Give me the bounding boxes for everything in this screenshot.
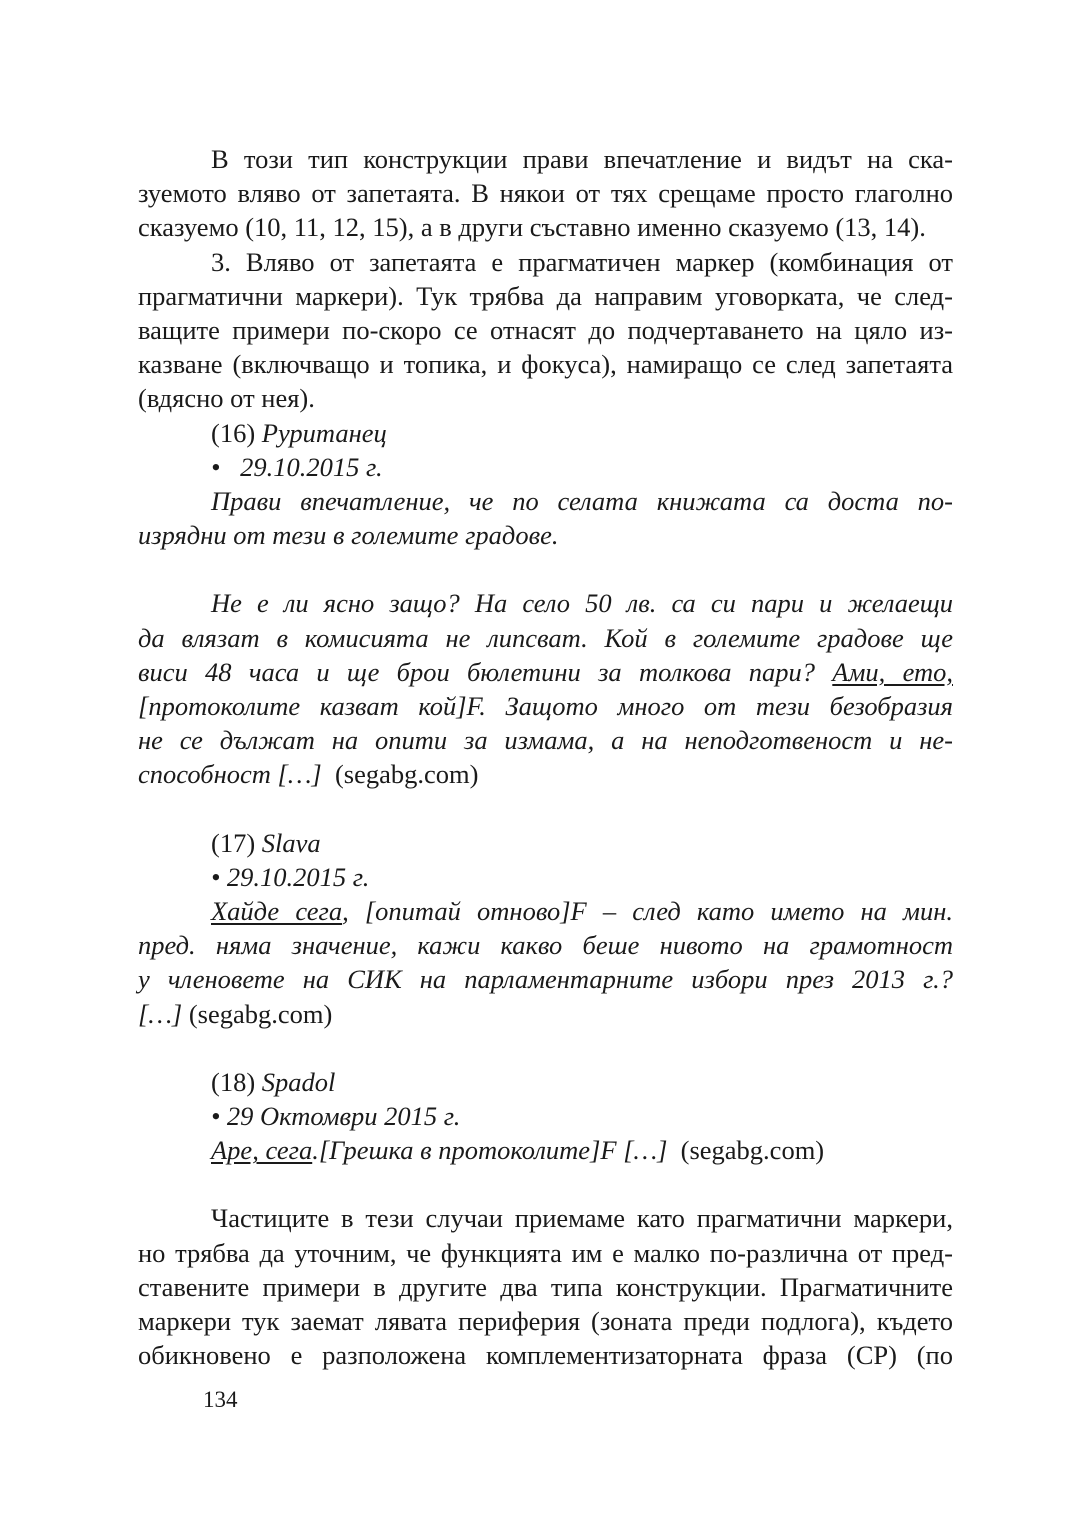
paragraph-1 — [138, 142, 953, 245]
example-date: • 29 Октомври 2015 г. — [211, 1101, 461, 1132]
text-line: [протоколите казват кой]F. Защото много от тези безобразия — [138, 691, 953, 722]
text-line: 3. Вляво от запетаята е прагматичен маркер (комбинация от — [211, 246, 953, 277]
example-16 — [138, 416, 953, 792]
text-line: пред. няма значение, кажи какво беше нивото на грамотност — [138, 930, 953, 961]
text-span: .[Грешка в протоколите]F […] — [312, 1135, 668, 1166]
text-span: […] — [138, 998, 183, 1029]
example-date: • 29.10.2015 г. — [211, 451, 383, 482]
example-number: (17) — [211, 827, 256, 858]
example-date: • 29.10.2015 г. — [211, 861, 370, 892]
text-line: обикновено е разположена комплементизаторната фраза (CP) (по — [138, 1340, 953, 1371]
example-17 — [138, 826, 953, 1031]
text-line: ващите примери по-скоро се отнасят до подчертаването на цяло из- — [138, 315, 953, 346]
text-line: у членовете на СИК на парламентарните избори през 2013 г.? — [138, 964, 953, 995]
text-line: В този тип конструкции прави впечатление и видът на ска- — [211, 144, 953, 174]
example-author: Slava — [261, 827, 321, 858]
text-line: Не е ли ясно защо? На село 50 лв. са си пари и желаещи — [211, 588, 953, 619]
example-number: (16) — [211, 417, 256, 448]
text-line — [138, 997, 953, 1031]
source-label: (segabg.com) — [680, 1135, 825, 1166]
text-span: , [опитай отново]F – след като името на мин. — [342, 896, 953, 927]
source-label: (segabg.com) — [334, 759, 479, 790]
paragraph-3 — [138, 1201, 953, 1372]
paragraph-2 — [138, 245, 953, 416]
text-line: но трябва да уточним, че функцията им е малко по-различна от пред- — [138, 1237, 953, 1268]
example-quote — [138, 894, 953, 1031]
page-number: 134 — [203, 1387, 238, 1412]
text-line — [138, 655, 953, 689]
text-line: Прави впечатление, че по селата книжата са доста по- — [211, 486, 953, 517]
text-line: (вдясно от нея). — [138, 383, 315, 414]
text-line — [138, 894, 953, 928]
example-header — [138, 826, 953, 860]
text-span: виси 48 часа и ще брои бюлетини за толкова пари? — [138, 656, 833, 687]
example-quote — [138, 1133, 953, 1167]
example-18 — [138, 1065, 953, 1168]
example-header — [138, 1065, 953, 1099]
text-line: зуемото вляво от запетаята. В някои от тях срещаме просто глаголно — [138, 178, 953, 209]
example-number: (18) — [211, 1066, 256, 1097]
source-label: (segabg.com) — [188, 998, 333, 1029]
page-body — [138, 142, 953, 1373]
example-quote — [138, 586, 953, 791]
text-line: маркери тук заемат лявата периферия (зоната преди подлога), където — [138, 1306, 953, 1337]
text-span: способност […] — [138, 759, 322, 790]
text-line: ставените примери в другите два типа конструкции. Прагматичните — [138, 1271, 953, 1302]
pragmatic-marker: Хайде сега — [211, 896, 343, 927]
text-line — [138, 757, 953, 791]
text-line: Частиците в тези случаи приемаме като прагматични маркери, — [211, 1203, 953, 1234]
text-line: прагматични маркери). Тук трябва да направим уговорката, че след- — [138, 280, 953, 311]
text-line: да влязат в комисията не липсват. Кой в големите градове ще — [138, 622, 953, 653]
example-author: Руританец — [261, 417, 387, 448]
pragmatic-marker: Аре, сега — [211, 1135, 313, 1166]
text-line: не се дължат на опити за измама, а на неподготвеност и не- — [138, 725, 953, 756]
example-header — [138, 416, 953, 450]
text-line: сказуемо (10, 11, 12, 15), а в други съставно именно сказуемо (13, 14). — [138, 212, 926, 243]
text-line: казване (включващо и топика, и фокуса), намиращо се след запетаята — [138, 349, 953, 380]
pragmatic-marker: Ами, ето, — [832, 656, 953, 687]
text-line: изрядни от тези в големите градове. — [138, 520, 559, 551]
example-quote — [138, 484, 953, 552]
example-author: Spadol — [261, 1066, 336, 1097]
